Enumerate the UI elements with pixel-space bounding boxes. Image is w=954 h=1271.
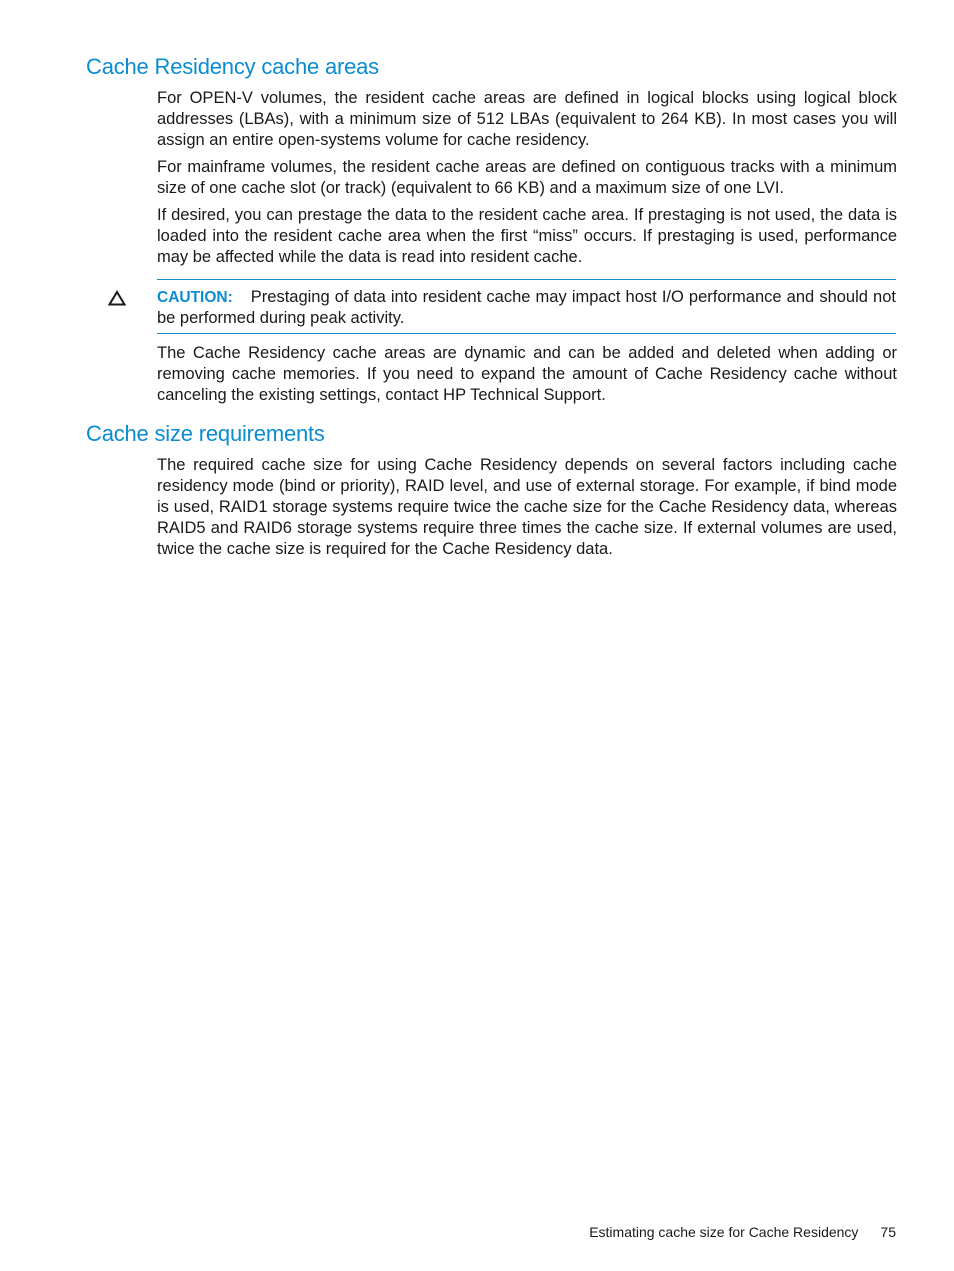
paragraph-cache-size-requirements: The required cache size for using Cache Residency depends on several factors including cache residency mode (bind or priority), RAID level, and use of external storage. For example, if bind mode is used, RAID1 storage systems require twice the cache size for the Cache Residency data, whereas RAID5 and RAID6 storage systems require three times the cache size. If external volumes are used, twice the cache size is required for the Cache Residency data.: [157, 456, 897, 558]
caution-message: [157, 287, 896, 329]
footer-page-number: 75: [880, 1224, 896, 1240]
caution-triangle-icon: [108, 290, 126, 306]
paragraph-dynamic-areas: The Cache Residency cache areas are dynamic and can be added and deleted when adding or removing cache memories. If you need to expand the amount of Cache Residency cache without canceling the existing settings, contact HP Technical Support.: [157, 344, 897, 404]
page-footer: [589, 1223, 896, 1241]
footer-chapter-title: Estimating cache size for Cache Residency: [589, 1224, 859, 1240]
paragraph-open-v-volumes: For OPEN-V volumes, the resident cache areas are defined in logical blocks using logical block addresses (LBAs), with a minimum size of 512 LBAs (equivalent to 264 KB). In most cases you will assign an entire open-systems volume for cache residency.: [157, 89, 897, 149]
paragraph-prestage: If desired, you can prestage the data to the resident cache area. If prestaging is not used, the data is loaded into the resident cache area when the first “miss” occurs. If prestaging is used, performance may be affected while the data is read into resident cache.: [157, 206, 897, 266]
paragraph-mainframe-volumes: For mainframe volumes, the resident cache areas are defined on contiguous tracks with a minimum size of one cache slot (or track) (equivalent to 66 KB) and a maximum size of one LVI.: [157, 158, 897, 197]
caution-label: CAUTION:: [157, 289, 233, 306]
section-heading-cache-size: Cache size requirements: [86, 421, 325, 446]
caution-callout: [157, 279, 896, 334]
section-heading-cache-areas: Cache Residency cache areas: [86, 54, 379, 79]
caution-text: Prestaging of data into resident cache may impact host I/O performance and should not be performed during peak activity.: [157, 288, 896, 327]
